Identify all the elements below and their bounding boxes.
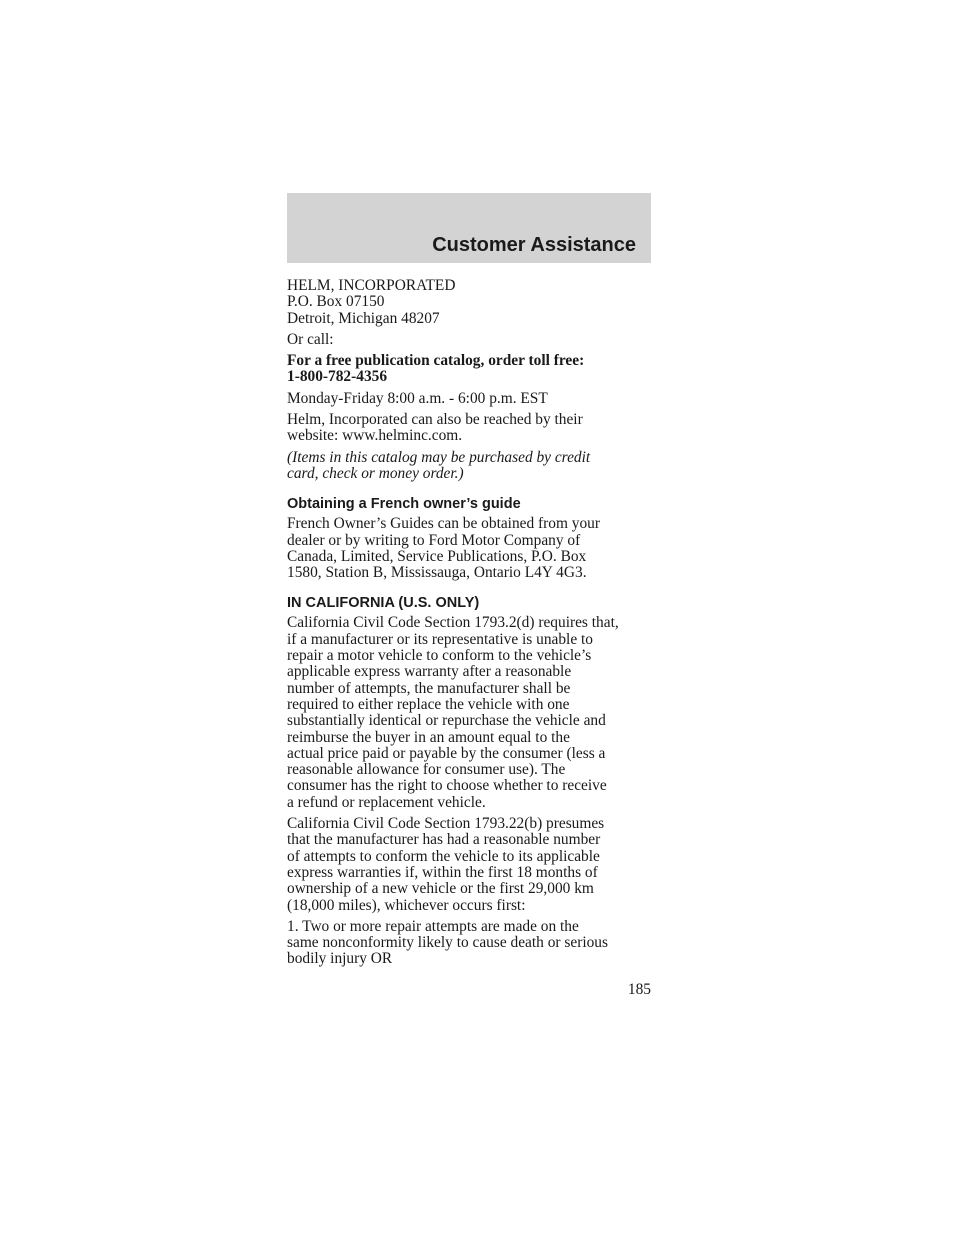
california-line: (18,000 miles), whichever occurs first: — [287, 896, 526, 914]
french-guide-line: French Owner’s Guides can be obtained from your — [287, 515, 600, 533]
website-line: website: www.helminc.com. — [287, 427, 463, 445]
payment-note-line: card, check or money order.) — [287, 464, 464, 482]
or-call-text: Or call: — [287, 330, 334, 348]
california-line: express warranties if, within the first 18 months of — [287, 863, 598, 881]
california-line: if a manufacturer or its representative is unable to — [287, 630, 593, 648]
french-guide-paragraph — [287, 516, 653, 581]
page-number: 185 — [627, 981, 651, 998]
california-line: same nonconformity likely to cause death or serious — [287, 934, 608, 952]
california-line: applicable express warranty after a reasonable — [287, 663, 572, 681]
section-title: Customer Assistance — [432, 234, 636, 256]
catalog-phone: 1-800-782-4356 — [287, 368, 388, 386]
payment-note-line: (Items in this catalog may be purchased by credit — [287, 448, 591, 466]
california-line: that the manufacturer has had a reasonable number — [287, 831, 601, 849]
page-content — [287, 278, 653, 973]
california-line: bodily injury OR — [287, 950, 393, 968]
california-line: a refund or replacement vehicle. — [287, 793, 486, 811]
catalog-order-text — [287, 353, 653, 386]
california-paragraph-2 — [287, 816, 653, 914]
section-header-band — [287, 193, 651, 263]
california-line: California Civil Code Section 1793.22(b) presumes — [287, 815, 605, 833]
hours-text: Monday-Friday 8:00 a.m. - 6:00 p.m. EST — [287, 389, 548, 407]
california-line: number of attempts, the manufacturer shall be — [287, 679, 571, 697]
california-line: reasonable allowance for consumer use). The — [287, 761, 566, 779]
california-line: repair a motor vehicle to conform to the vehicle’s — [287, 647, 592, 665]
website-text — [287, 412, 653, 445]
catalog-line: For a free publication catalog, order toll free: — [287, 352, 585, 370]
french-guide-heading: Obtaining a French owner’s guide — [287, 496, 521, 513]
address-line: P.O. Box 07150 — [287, 293, 385, 311]
california-line: California Civil Code Section 1793.2(d) requires that, — [287, 614, 619, 632]
california-list-item-1 — [287, 919, 653, 968]
address-block — [287, 278, 653, 327]
california-line: reimburse the buyer in an amount equal to the — [287, 728, 570, 746]
california-line: actual price paid or payable by the consumer (less a — [287, 744, 606, 762]
california-line: ownership of a new vehicle or the first 29,000 km — [287, 880, 594, 898]
california-line: 1. Two or more repair attempts are made on the — [287, 917, 579, 935]
french-guide-line: Canada, Limited, Service Publications, P.O. Box — [287, 547, 587, 565]
california-line: required to either replace the vehicle with one — [287, 695, 570, 713]
address-line: HELM, INCORPORATED — [287, 277, 456, 294]
address-line: Detroit, Michigan 48207 — [287, 309, 440, 327]
california-line: consumer has the right to choose whether to receive — [287, 777, 607, 795]
payment-note — [287, 450, 653, 483]
california-paragraph-1 — [287, 615, 653, 811]
california-line: substantially identical or repurchase the vehicle and — [287, 712, 606, 730]
california-heading: IN CALIFORNIA (U.S. ONLY) — [287, 595, 480, 612]
french-guide-line: dealer or by writing to Ford Motor Company of — [287, 531, 581, 549]
california-line: of attempts to conform the vehicle to its applicable — [287, 847, 600, 865]
french-guide-line: 1580, Station B, Mississauga, Ontario L4Y 4G3. — [287, 564, 587, 582]
website-line: Helm, Incorporated can also be reached by their — [287, 411, 583, 429]
